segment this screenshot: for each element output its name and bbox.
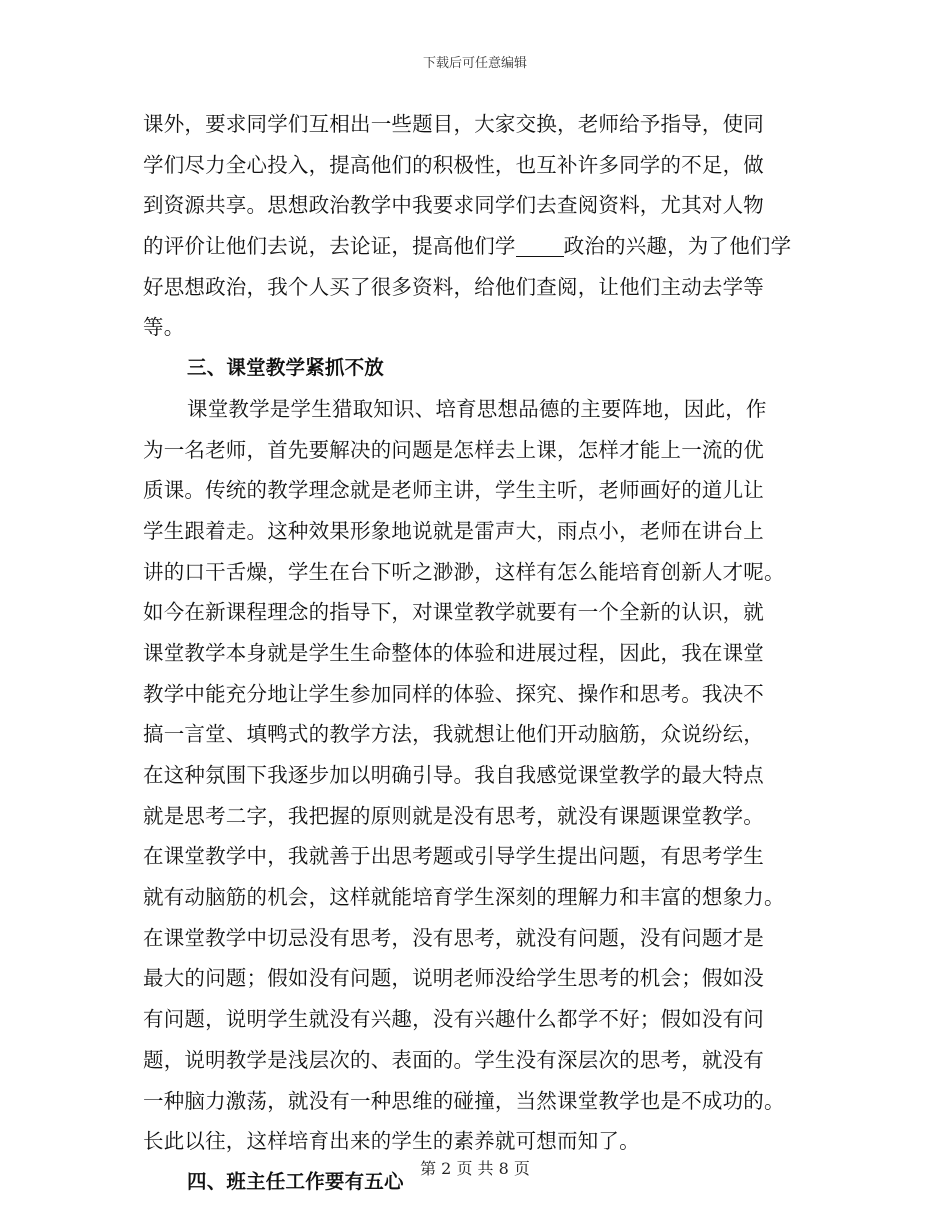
text-after-blank: 政治的兴趣，为了他们学 — [563, 234, 792, 259]
paragraph-line: 在课堂教学中，我就善于出思考题或引导学生提出问题，有思考学生 — [143, 844, 764, 869]
paragraph-line: 学们尽力全心投入，提高他们的积极性，也互补许多同学的不足，做 — [143, 152, 764, 177]
paragraph-line: 质课。传统的教学理念就是老师主讲，学生主听，老师画好的道儿让 — [143, 478, 764, 503]
paragraph-line: 在课堂教学中切忌没有思考，没有思考，就没有问题，没有问题才是 — [143, 925, 764, 950]
section-heading-3: 三、课堂教学紧抓不放 — [187, 356, 385, 380]
paragraph-line: 学生跟着走。这种效果形象地说就是雷声大，雨点小，老师在讲台上 — [143, 518, 764, 543]
paragraph-line: 题，说明教学是浅层次的、表面的。学生没有深层次的思考，就没有 — [143, 1047, 764, 1072]
paragraph-line: 为一名老师，首先要解决的问题是怎样去上课，怎样才能上一流的优 — [143, 437, 764, 462]
paragraph-line: 等。 — [143, 315, 185, 340]
paragraph-line: 就是思考二字，我把握的原则就是没有思考，就没有课题课堂教学。 — [143, 803, 764, 828]
page-header: 下载后可任意编辑 — [422, 56, 527, 71]
paragraph-line: 在这种氛围下我逐步加以明确引导。我自我感觉课堂教学的最大特点 — [143, 763, 764, 787]
paragraph-line: 课堂教学本身就是学生生命整体的体验和进展过程，因此，我在课堂 — [143, 640, 764, 665]
paragraph-line: 最大的问题；假如没有问题，说明老师没给学生思考的机会；假如没 — [143, 966, 764, 991]
paragraph-line: 就有动脑筋的机会，这样就能培育学生深刻的理解力和丰富的想象力。 — [143, 885, 785, 910]
fill-in-blank — [516, 234, 564, 257]
paragraph-line-with-blank — [143, 226, 805, 267]
paragraph-line: 如今在新课程理念的指导下，对课堂教学就要有一个全新的认识，就 — [143, 600, 764, 625]
page-number-footer: 第 2 页 共 8 页 — [420, 1159, 530, 1178]
paragraph-line: 到资源共享。思想政治教学中我要求同学们去查阅资料，尤其对人物 — [143, 193, 764, 218]
paragraph-line: 讲的口干舌燥，学生在台下听之渺渺，这样有怎么能培育创新人才呢。 — [143, 559, 785, 584]
paragraph-line: 有问题，说明学生就没有兴趣，没有兴趣什么都学不好；假如没有问 — [143, 1007, 764, 1032]
paragraph-line: 一种脑力激荡，就没有一种思维的碰撞，当然课堂教学也是不成功的。 — [143, 1088, 785, 1113]
paragraph-line: 课外，要求同学们互相出一些题目，大家交换，老师给予指导，使同 — [143, 112, 764, 136]
paragraph-line: 好思想政治，我个人买了很多资料，给他们查阅，让他们主动去学等 — [143, 274, 764, 299]
section-heading-4: 四、班主任工作要有五心 — [187, 1169, 404, 1193]
paragraph-line: 教学中能充分地让学生参加同样的体验、探究、操作和思考。我决不 — [143, 681, 764, 706]
paragraph-line: 长此以往，这样培育出来的学生的素养就可想而知了。 — [143, 1129, 640, 1154]
paragraph-line: 课堂教学是学生猎取知识、培育思想品德的主要阵地，因此，作 — [187, 396, 767, 421]
document-body — [143, 104, 805, 1203]
paragraph-line: 搞一言堂、填鸭式的教学方法，我就想让他们开动脑筋，众说纷纭， — [143, 722, 764, 747]
text-before-blank: 的评价让他们去说，去论证，提高他们学 — [143, 234, 516, 259]
